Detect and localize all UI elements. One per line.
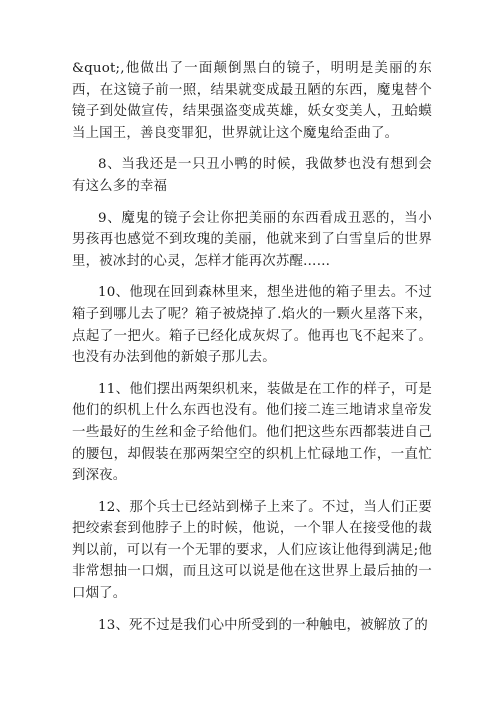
paragraph-quote-9: 9、魔鬼的镜子会让你把美丽的东西看成丑恶的，当小男孩再也感觉不到玫瑰的美丽，他就来到了白雪皇后的世界里，被冰封的心灵，怎样才能再次苏醒…… bbox=[72, 210, 432, 269]
paragraph-mirror-intro: &quot;,他做出了一面颠倒黑白的镜子，明明是美丽的东西，在这镜子前一照，结果就变成最丑陋的东西，魔鬼替个镜子到处做宣传，结果强盗变成英雄，妖女变美人，丑蛤蟆当上国王，善良变罪犯，世界就让这个魔鬼给歪曲了。 bbox=[72, 61, 432, 141]
paragraph-quote-11: 11、他们摆出两架织机来，装做是在工作的样子，可是他们的织机上什么东西也没有。他们接二连三地请求皇帝发一些最好的生丝和金子给他们。他们把这些东西都装进自己的腰包，却假装在那两架空空的织机上忙碌地工作，一直忙到深夜。 bbox=[72, 381, 432, 484]
paragraph-quote-8: 8、当我还是一只丑小鸭的时候，我做梦也没有想到会有这么多的幸福 bbox=[72, 157, 432, 194]
paragraph-quote-13: 13、死不过是我们心中所受到的一种触电，被解放了的 bbox=[98, 617, 429, 633]
paragraph-quote-10: 10、他现在回到森林里来，想坐进他的箱子里去。不过箱子到哪儿去了呢？箱子被烧掉了.焰火的一颗火星落下来，点起了一把火。箱子已经化成灰烬了。他再也飞不起来了。也没有办法到他的新娘子那儿去。 bbox=[72, 285, 432, 366]
paragraph-quote-12: 12、那个兵士已经站到梯子上来了。不过，当人们正要把绞索套到他脖子上的时候，他说，一个罪人在接受他的裁判以前，可以有一个无罪的要求，人们应该让他得到满足;他非常想抽一口烟，而且这可以说是他在这世界上最后抽的一口烟了。 bbox=[72, 499, 432, 602]
document-body bbox=[72, 58, 432, 646]
